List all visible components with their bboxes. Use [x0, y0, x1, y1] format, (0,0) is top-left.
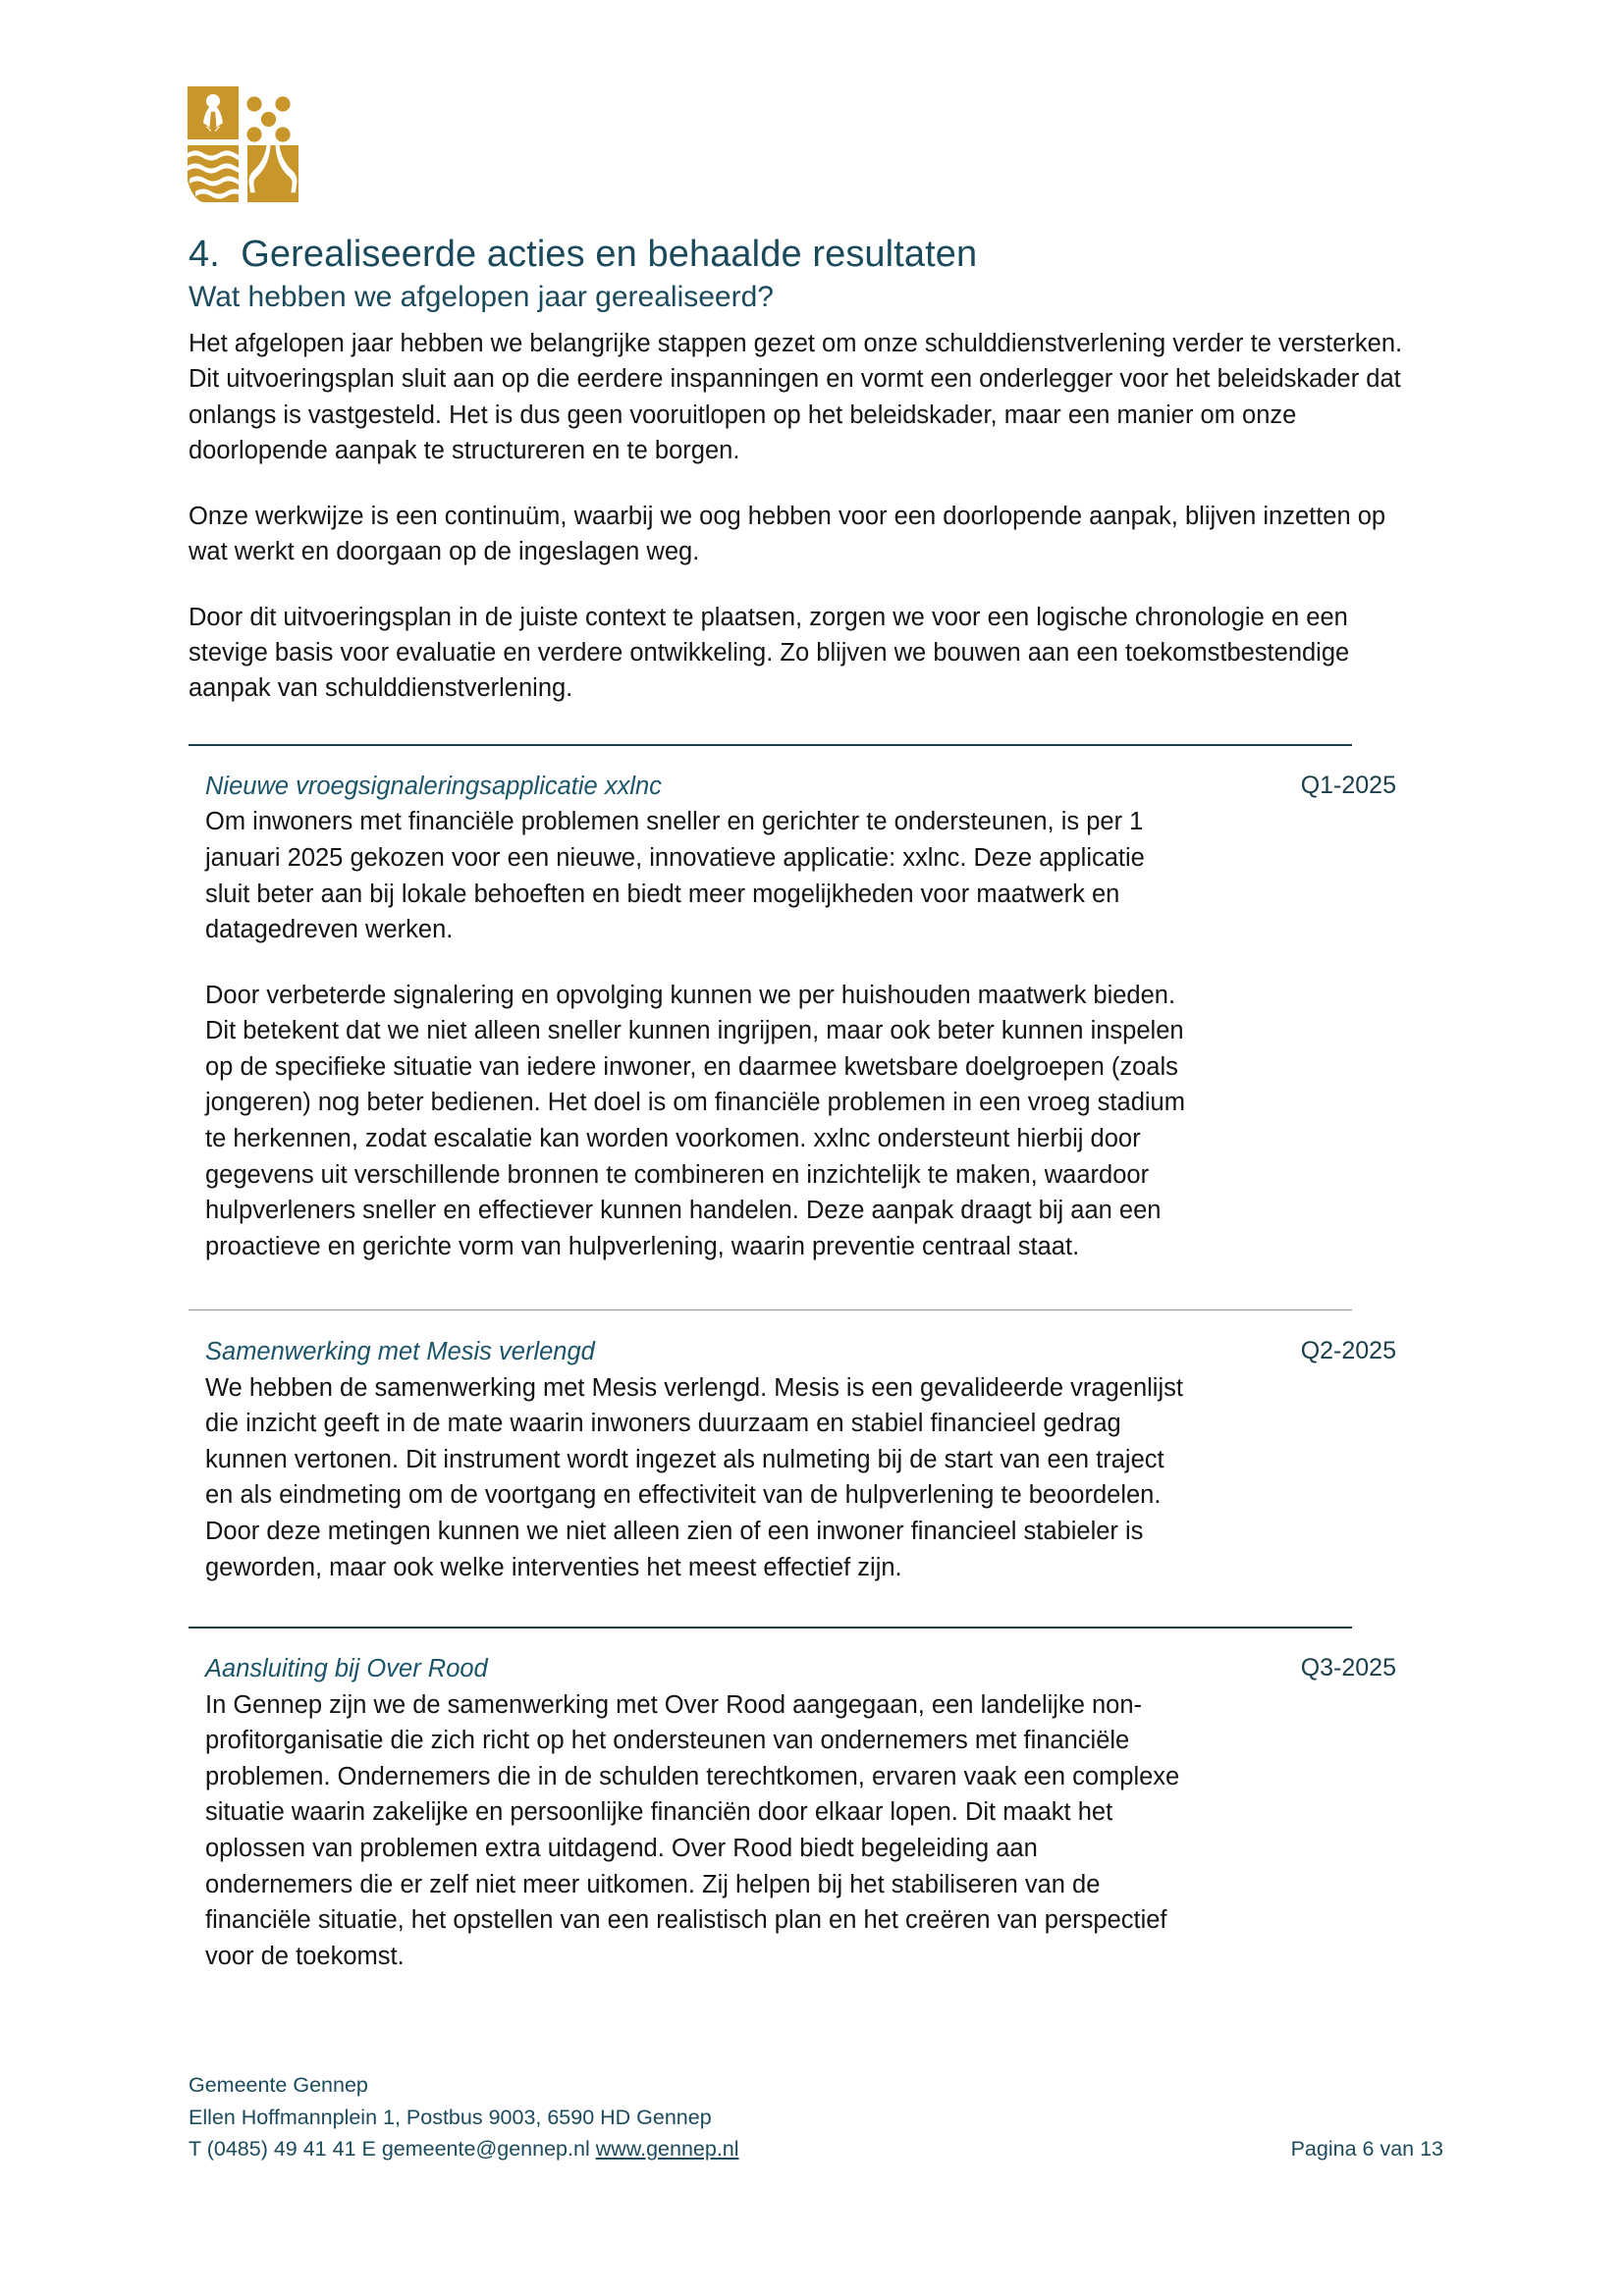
footer-address: Ellen Hoffmannplein 1, Postbus 9003, 6590 HD Gennep [189, 2105, 712, 2129]
footer-contact [189, 2133, 1455, 2165]
sections-list [189, 744, 1455, 1974]
section-title: Samenwerking met Mesis verlengd [205, 1338, 595, 1366]
document-content [189, 232, 1455, 1974]
section-item [189, 1627, 1455, 1974]
page-subtitle: Wat hebben we afgelopen jaar gerealiseerd? [189, 281, 774, 314]
section-quarter-badge: Q1-2025 [1300, 771, 1396, 799]
footer-organisation: Gemeente Gennep [189, 2073, 368, 2097]
section-quarter-badge: Q2-2025 [1300, 1337, 1396, 1365]
section-header [189, 770, 1455, 803]
section-item [189, 744, 1455, 1264]
section-body [189, 1370, 1187, 1585]
section-title: Aansluiting bij Over Rood [205, 1655, 488, 1683]
section-paragraph: Om inwoners met financiële problemen sneller en gerichter te ondersteunen, is per 1 januari 2025 gekozen voor een nieuwe, innovatieve applicatie: xxlnc. Deze applicatie sluit beter aan bij lokale behoeften en biedt meer mogelijkheden voor maatwerk en datagedreven werken. [205, 808, 1145, 944]
section-divider [189, 1309, 1352, 1310]
intro-paragraph: Het afgelopen jaar hebben we belangrijke stappen gezet om onze schulddienstverlening verder te versterken. Dit uitvoeringsplan sluit aan op die eerdere inspanningen en vormt een onderlegger voor het beleidskader dat onlangs is vastgesteld. Het is dus geen vooruitlopen op het beleidskader, maar een manier om onze doorlopende aanpak te structureren en te borgen. [189, 329, 1403, 465]
footer-contact-text: T (0485) 49 41 41 E gemeente@gennep.nl [189, 2137, 596, 2162]
gemeente-gennep-logo [188, 86, 298, 202]
section-quarter-badge: Q3-2025 [1300, 1654, 1396, 1682]
intro-paragraph: Onze werkwijze is een continuüm, waarbij we oog hebben voor een doorlopende aanpak, blijven inzetten op wat werkt en doorgaan op de ingeslagen weg. [189, 502, 1386, 566]
footer-website-link[interactable]: www.gennep.nl [595, 2137, 739, 2162]
page-number: Pagina 6 van 13 [1290, 2137, 1443, 2162]
page-footer [189, 2069, 1455, 2165]
section-header [189, 1335, 1455, 1368]
section-header [189, 1652, 1455, 1685]
section-divider [189, 1627, 1352, 1629]
section-body [189, 804, 1187, 1264]
section-divider [189, 744, 1352, 746]
section-paragraph: Door verbeterde signalering en opvolging kunnen we per huishouden maatwerk bieden. Dit betekent dat we niet alleen sneller kunnen ingrijpen, maar ook beter kunnen inspelen op de specifieke situatie van iedere inwoner, en daarmee kwetsbare doelgroepen (zoals jongeren) nog beter bedienen. Het doel is om financiële problemen in een vroeg stadium te herkennen, zodat escalatie kan worden voorkomen. xxlnc ondersteunt hierbij door gegevens uit verschillende bronnen te combineren en inzichtelijk te maken, waardoor hulpverleners sneller en effectiever kunnen handelen. Deze aanpak draagt bij aan een proactieve en gerichte vorm van hulpverlening, waarin preventie centraal staat. [205, 981, 1185, 1260]
section-paragraph: In Gennep zijn we de samenwerking met Over Rood aangegaan, een landelijke non-profitorganisatie die zich richt op het ondersteunen van ondernemers met financiële problemen. Ondernemers die in de schulden terechtkomen, ervaren vaak een complexe situatie waarin zakelijke en persoonlijke financiën door elkaar lopen. Dit maakt het oplossen van problemen extra uitdagend. Over Rood biedt begeleiding aan ondernemers die er zelf niet meer uitkomen. Zij helpen bij het stabiliseren van de financiële situatie, het opstellen van een realistisch plan en het creëren van perspectief voor de toekomst. [205, 1690, 1180, 1970]
section-body [189, 1687, 1187, 1975]
intro-paragraph: Door dit uitvoeringsplan in de juiste context te plaatsen, zorgen we voor een logische chronologie en een stevige basis voor evaluatie en verdere ontwikkeling. Zo blijven we bouwen aan een toekomstbestendige aanpak van schulddienstverlening. [189, 603, 1350, 703]
section-paragraph: We hebben de samenwerking met Mesis verlengd. Mesis is een gevalideerde vragenlijst die inzicht geeft in de mate waarin inwoners duurzaam en stabiel financieel gedrag kunnen vertonen. Dit instrument wordt ingezet als nulmeting bij de start van een traject en als eindmeting om de voortgang en effectiviteit van de hulpverlening te beoordelen. Door deze metingen kunnen we niet alleen zien of een inwoner financieel stabieler is geworden, maar ook welke interventies het meest effectief zijn. [205, 1373, 1183, 1581]
section-title: Nieuwe vroegsignaleringsapplicatie xxlnc [205, 772, 662, 800]
page-title: 4. Gerealiseerde acties en behaalde resultaten [189, 234, 978, 275]
section-item [189, 1309, 1455, 1585]
